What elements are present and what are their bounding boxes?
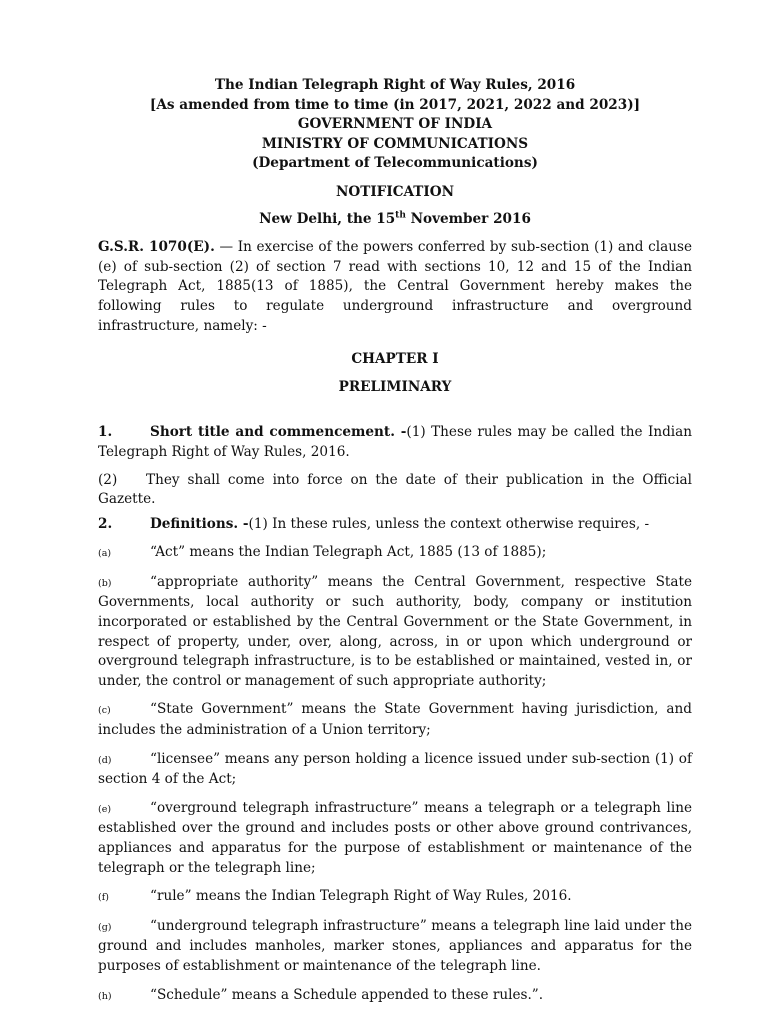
definition-clause-e [98,799,692,878]
clause-label: (a) [98,548,112,560]
definition-clause-f [98,887,692,908]
clause-text: “Act” means the Indian Telegraph Act, 1885 (13 of 1885); [150,544,547,561]
clause-label: (f) [98,892,109,904]
document-header [98,76,692,174]
clause-text: “appropriate authority” means the Central Government, respective State Governments, local authority or such authority, body, company or institution incorporated or established by the Central Government or the State Government, in respect of property, under, over, along, across, in or upon which underground or overground telegraph infrastructure, is to be established or maintained, vested in, or under, the control or management of such appropriate authority; [98,573,692,689]
gsr-reference: G.S.R. 1070(E). [98,239,215,256]
rule-1-number: 1. [98,424,113,441]
subrule-2-text: They shall come into force on the date of their publication in the Official Gazette. [98,471,692,508]
rule-1-text: (1) These rules may be called the Indian Telegraph Right of Way Rules, 2016. [98,424,693,460]
definition-clause-d [98,750,692,790]
rule-2-number: 2. [98,515,113,532]
amendment-note: [As amended from time to time (in 2017, 2021, 2022 and 2023)] [149,96,641,113]
clause-label: (e) [98,803,112,815]
ministry-name: MINISTRY OF COMMUNICATIONS [261,135,529,152]
clause-label: (c) [98,705,111,717]
definition-clause-g [98,917,692,977]
clause-text: “State Government” means the State Government having jurisdiction, and includes the administration of a Union territory; [98,701,692,739]
rule-1-title: Short title and commencement. - [150,424,407,441]
preamble-paragraph [98,238,692,336]
clause-text: “overground telegraph infrastructure” means a telegraph or a telegraph line established over the ground and includes posts or other above ground contrivances, appliances and apparatus for the purpose of establishment or maintenance of the telegraph or the telegraph line; [98,799,692,876]
clause-label: (d) [98,754,112,766]
rule-2-text: (1) In these rules, unless the context otherwise requires, - [248,515,650,532]
definition-clause-c [98,700,692,740]
clause-label: (h) [98,990,112,1002]
clause-text: “underground telegraph infrastructure” means a telegraph line laid under the ground and includes manholes, marker stones, appliances and apparatus for the purposes of establishment or maintenance of the telegraph line. [98,917,692,974]
definition-clause-h [98,986,692,1007]
date-prefix: New Delhi, the 15 [259,210,396,227]
chapter-subheading: PRELIMINARY [338,378,452,395]
clause-label: (b) [98,577,112,589]
clause-text: “licensee” means any person holding a licence issued under sub-section (1) of section 4 of the Act; [98,750,692,788]
document-page [98,76,692,1006]
definition-clause-a [98,543,692,564]
rule-2-paragraph [98,515,692,535]
rule-1-paragraph [98,423,692,462]
clause-label: (g) [98,921,112,933]
preamble-text: — In exercise of the powers conferred by sub-section (1) and clause (e) of sub-section (2) of section 7 read with sections 10, 12 and 15 of the Indian Telegraph Act, 1885(13 of 1885), the Central Government hereby makes the following rules to regulate underground infrastructure and overground infrastructure, namely: - [98,239,692,334]
notification-heading: NOTIFICATION [335,183,455,200]
rule-1-subrule-2 [98,471,692,510]
date-suffix: November 2016 [405,210,531,227]
department-name: (Department of Telecommunications) [252,155,538,172]
definition-clause-b [98,573,692,692]
government-name: GOVERNMENT OF INDIA [297,116,493,133]
chapter-heading: CHAPTER I [351,351,439,368]
clause-text: “rule” means the Indian Telegraph Right of Way Rules, 2016. [150,888,572,905]
clause-text: “Schedule” means a Schedule appended to these rules.”. [150,986,544,1003]
subrule-2-number: (2) [98,471,118,488]
rule-2-title: Definitions. - [150,515,249,532]
document-title: The Indian Telegraph Right of Way Rules, 2016 [214,77,576,93]
date-sup: th [395,210,406,221]
notification-date [98,210,692,230]
